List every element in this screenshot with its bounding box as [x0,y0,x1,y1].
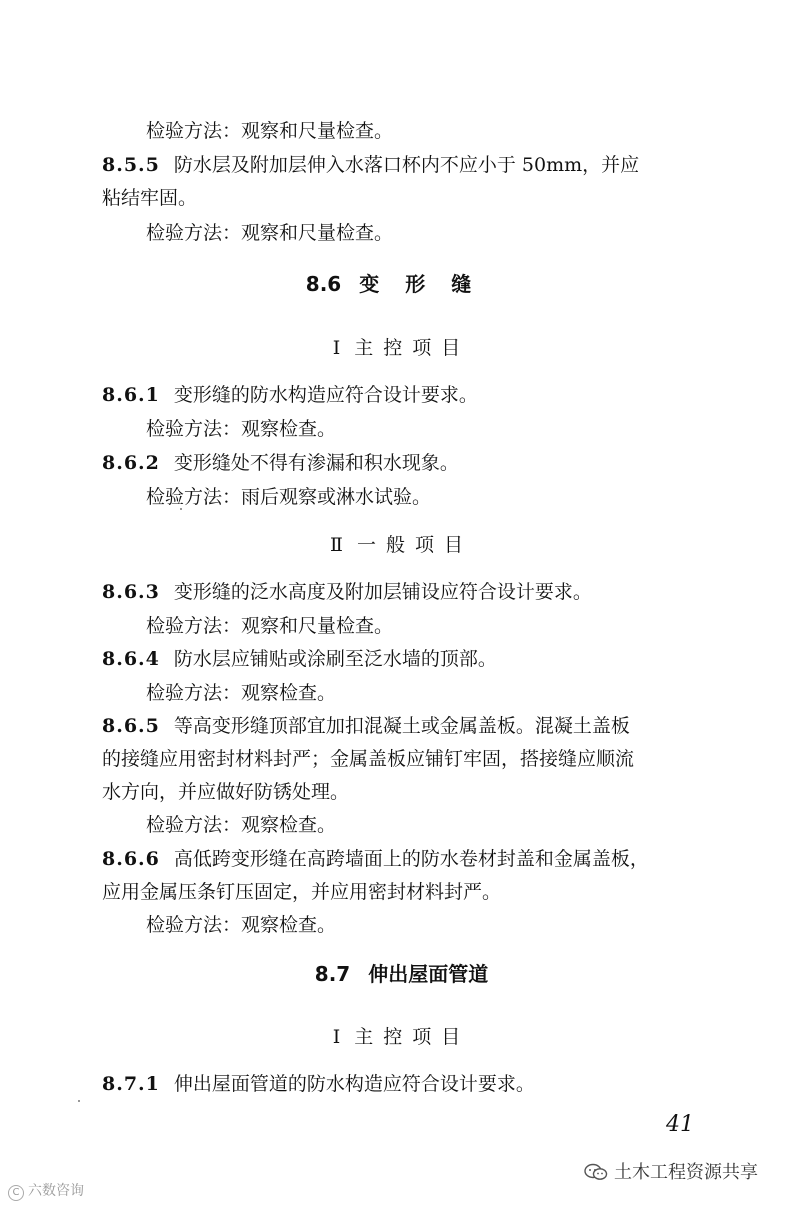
clause-number: 8.6.3 [102,581,160,603]
subheading-title: 主控项目 [354,337,471,359]
clause-8-6-2 [102,450,459,476]
inspection-method: 检验方法：观察检查。 [146,418,337,440]
subheading-title: 主控项目 [354,1026,471,1048]
scan-speck [180,508,182,510]
inspection-method: 检验方法：观察和尺量检查。 [146,222,394,244]
clause-8-6-1 [102,382,478,408]
scan-speck [78,1100,80,1102]
clause-number: 8.6.4 [102,648,160,670]
inspection-method: 检验方法：观察和尺量检查。 [146,615,394,637]
inspection-method: 检验方法：观察检查。 [146,814,337,836]
clause-number: 8.6.5 [102,715,160,737]
clause-text: 防水层及附加层伸入水落口杯内不应小于 50mm，并应 [173,154,640,176]
clause-8-7-1 [102,1071,535,1097]
clause-text: 高低跨变形缝在高跨墙面上的防水卷材封盖和金属盖板， [173,848,649,870]
clause-text: 防水层应铺贴或涂刷至泛水墙的顶部。 [173,648,497,670]
clause-number: 8.6.2 [102,452,160,474]
clause-continuation: 粘结牢固。 [102,187,198,209]
section-number: 8.6 [305,272,342,296]
clause-8-6-3 [102,579,592,605]
clause-number: 8.6.1 [102,384,160,406]
copyright-icon: C [8,1185,24,1201]
page-number: 41 [666,1112,694,1137]
clause-8-6-6 [102,846,649,872]
subheading-main-control [0,1022,803,1049]
roman-numeral: Ⅰ [332,337,341,359]
clause-text: 变形缝的泛水高度及附加层铺设应符合设计要求。 [173,581,592,603]
wechat-icon [584,1163,608,1181]
inspection-method: 检验方法：观察和尺量检查。 [146,120,394,142]
roman-numeral: Ⅰ [332,1026,341,1048]
clause-number: 8.7.1 [102,1073,160,1095]
clause-text: 伸出屋面管道的防水构造应符合设计要求。 [173,1073,535,1095]
subheading-title: 一般项目 [356,534,473,556]
corner-watermark [8,1180,84,1201]
clause-number: 8.5.5 [102,154,160,176]
section-number: 8.7 [314,962,351,986]
clause-8-6-5 [102,713,630,739]
clause-text: 变形缝的防水构造应符合设计要求。 [173,384,478,406]
clause-continuation: 水方向，并应做好防锈处理。 [102,781,350,803]
subheading-general [0,530,803,557]
inspection-method: 检验方法：雨后观察或淋水试验。 [146,486,432,508]
corner-watermark-text: 六数咨询 [28,1183,84,1199]
clause-text: 等高变形缝顶部宜加扣混凝土或金属盖板。混凝土盖板 [173,715,630,737]
clause-text: 变形缝处不得有渗漏和积水现象。 [173,452,459,474]
section-title: 伸出屋面管道 [368,962,489,986]
section-title: 变形缝 [359,272,498,296]
roman-numeral: Ⅱ [330,534,343,556]
clause-8-6-4 [102,646,497,672]
section-heading-8-7 [0,958,803,987]
clause-continuation: 的接缝应用密封材料封严；金属盖板应铺钉牢固，搭接缝应顺流 [102,748,635,770]
watermark-text: 土木工程资源共享 [614,1162,758,1183]
inspection-method: 检验方法：观察检查。 [146,914,337,936]
section-heading-8-6 [0,268,803,297]
watermark [584,1158,758,1184]
clause-continuation: 应用金属压条钉压固定，并应用密封材料封严。 [102,881,502,903]
subheading-main-control [0,333,803,360]
inspection-method: 检验方法：观察检查。 [146,682,337,704]
clause-number: 8.6.6 [102,848,160,870]
clause-8-5-5 [102,152,639,178]
